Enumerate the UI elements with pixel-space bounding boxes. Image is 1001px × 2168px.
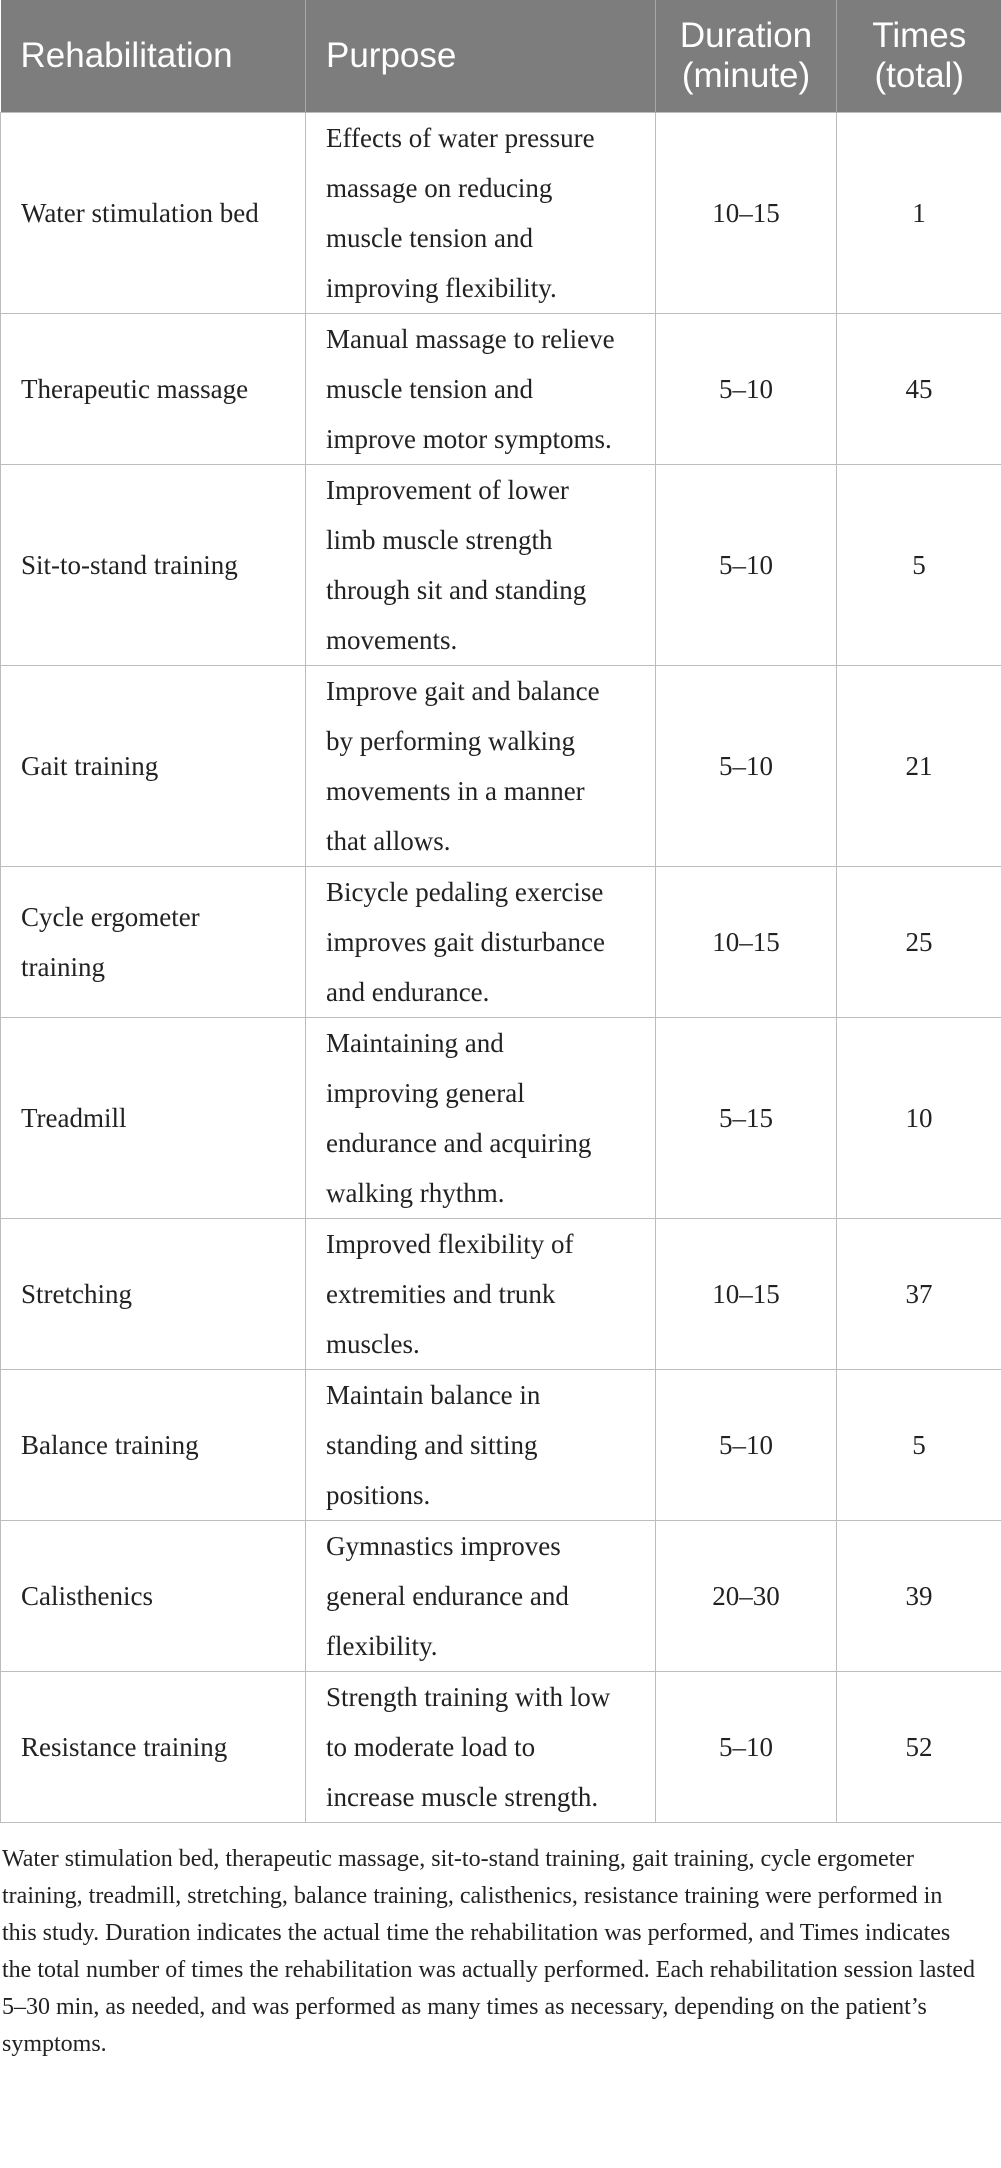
purpose-cell-line: walking rhythm. xyxy=(326,1177,505,1208)
purpose-cell-line: Gymnastics improves xyxy=(326,1530,561,1561)
table-row xyxy=(1,112,1001,313)
header-times-line2: (total) xyxy=(874,55,964,95)
header-rehabilitation xyxy=(1,0,306,112)
table-row xyxy=(1,313,1001,464)
duration-cell: 5–10 xyxy=(656,464,837,665)
rehabilitation-cell xyxy=(1,1671,306,1822)
purpose-cell-line: general endurance and xyxy=(326,1580,569,1611)
header-rehabilitation-label: Rehabilitation xyxy=(20,35,233,75)
purpose-cell-line: increase muscle strength. xyxy=(326,1781,599,1812)
table-row xyxy=(1,1369,1001,1520)
rehabilitation-cell xyxy=(1,313,306,464)
header-duration-line2: (minute) xyxy=(681,55,811,95)
rehabilitation-cell-line: Balance training xyxy=(21,1429,199,1460)
times-cell: 5 xyxy=(837,464,1001,665)
rehabilitation-cell xyxy=(1,112,306,313)
table-row xyxy=(1,1017,1001,1218)
duration-cell: 5–10 xyxy=(656,665,837,866)
purpose-cell-line: muscles. xyxy=(326,1328,420,1359)
purpose-cell-line: Maintaining and xyxy=(326,1027,504,1058)
times-cell: 25 xyxy=(837,866,1001,1017)
purpose-cell-line: muscle tension and xyxy=(326,373,533,404)
times-cell: 10 xyxy=(837,1017,1001,1218)
purpose-cell xyxy=(306,1369,656,1520)
table-footnote: Water stimulation bed, therapeutic massage, sit-to-stand training, gait training, cycle ergometer training, treadmill, stretching, balance training, calisthenics, resistance training were performed in this study. Duration indicates the actual time the rehabilitation was performed, and Times indicates the total number of times the rehabilitation was actually performed. Each rehabilitation session lasted 5–30 min, as needed, and was performed as many times as necessary, depending on the patient’s symptoms. xyxy=(2,1845,976,2057)
purpose-cell-line: Manual massage to relieve xyxy=(326,323,615,354)
purpose-cell-line: flexibility. xyxy=(326,1630,438,1661)
purpose-cell-line: by performing walking xyxy=(326,725,575,756)
purpose-cell-line: Strength training with low xyxy=(326,1681,611,1712)
times-cell: 21 xyxy=(837,665,1001,866)
rehabilitation-cell-line: Sit-to-stand training xyxy=(21,549,238,580)
purpose-cell-line: improving flexibility. xyxy=(326,272,557,303)
purpose-cell-line: improve motor symptoms. xyxy=(326,423,612,454)
rehabilitation-cell-line: Resistance training xyxy=(21,1731,228,1762)
purpose-cell xyxy=(306,866,656,1017)
table-row xyxy=(1,1218,1001,1369)
table-row xyxy=(1,866,1001,1017)
rehabilitation-cell-line: Stretching xyxy=(21,1278,132,1309)
times-cell: 1 xyxy=(837,112,1001,313)
purpose-cell-line: extremities and trunk xyxy=(326,1278,556,1309)
purpose-cell-line: through sit and standing xyxy=(326,574,587,605)
times-cell: 39 xyxy=(837,1520,1001,1671)
purpose-cell-line: Improve gait and balance xyxy=(326,675,600,706)
header-purpose-label: Purpose xyxy=(326,35,457,75)
purpose-cell-line: that allows. xyxy=(326,825,451,856)
rehabilitation-cell-line: Treadmill xyxy=(21,1102,127,1133)
purpose-cell-line: movements in a manner xyxy=(326,775,585,806)
purpose-cell xyxy=(306,313,656,464)
times-cell: 5 xyxy=(837,1369,1001,1520)
rehabilitation-cell xyxy=(1,665,306,866)
purpose-cell xyxy=(306,1218,656,1369)
table-row xyxy=(1,464,1001,665)
purpose-cell-line: improving general xyxy=(326,1077,525,1108)
purpose-cell-line: positions. xyxy=(326,1479,431,1510)
table-row xyxy=(1,665,1001,866)
header-purpose xyxy=(306,0,656,112)
rehabilitation-cell-line: Cycle ergometer xyxy=(21,901,200,932)
table-body xyxy=(1,112,1001,1822)
duration-cell: 20–30 xyxy=(656,1520,837,1671)
purpose-cell-line: muscle tension and xyxy=(326,222,533,253)
purpose-cell-line: to moderate load to xyxy=(326,1731,536,1762)
duration-cell: 10–15 xyxy=(656,1218,837,1369)
table-row xyxy=(1,1520,1001,1671)
times-cell: 52 xyxy=(837,1671,1001,1822)
purpose-cell-line: and endurance. xyxy=(326,976,490,1007)
duration-cell: 5–15 xyxy=(656,1017,837,1218)
duration-cell: 5–10 xyxy=(656,1369,837,1520)
header-times xyxy=(837,0,1001,112)
rehabilitation-cell xyxy=(1,464,306,665)
purpose-cell-line: Improved flexibility of xyxy=(326,1228,574,1259)
rehabilitation-cell xyxy=(1,1218,306,1369)
header-duration-line1: Duration xyxy=(679,15,813,55)
purpose-cell-line: standing and sitting xyxy=(326,1429,538,1460)
rehabilitation-cell xyxy=(1,866,306,1017)
purpose-cell-line: Improvement of lower xyxy=(326,474,569,505)
purpose-cell-line: massage on reducing xyxy=(326,172,553,203)
rehabilitation-cell-line: Therapeutic massage xyxy=(21,373,249,404)
purpose-cell xyxy=(306,1671,656,1822)
purpose-cell-line: Bicycle pedaling exercise xyxy=(326,876,604,907)
rehabilitation-cell xyxy=(1,1017,306,1218)
rehabilitation-cell xyxy=(1,1369,306,1520)
duration-cell: 5–10 xyxy=(656,313,837,464)
purpose-cell xyxy=(306,112,656,313)
rehabilitation-cell-line: training xyxy=(21,951,105,982)
times-cell: 37 xyxy=(837,1218,1001,1369)
table-row xyxy=(1,1671,1001,1822)
rehabilitation-cell xyxy=(1,1520,306,1671)
rehabilitation-cell-line: Water stimulation bed xyxy=(21,197,259,228)
purpose-cell-line: limb muscle strength xyxy=(326,524,553,555)
rehabilitation-cell-line: Calisthenics xyxy=(21,1580,153,1611)
purpose-cell xyxy=(306,464,656,665)
purpose-cell xyxy=(306,665,656,866)
table-header xyxy=(1,0,1001,112)
header-duration xyxy=(656,0,837,112)
header-times-line1: Times xyxy=(872,15,967,55)
rehabilitation-cell-line: Gait training xyxy=(21,750,159,781)
duration-cell: 10–15 xyxy=(656,866,837,1017)
purpose-cell-line: Maintain balance in xyxy=(326,1379,541,1410)
duration-cell: 5–10 xyxy=(656,1671,837,1822)
purpose-cell xyxy=(306,1017,656,1218)
header-row xyxy=(1,0,1001,112)
purpose-cell-line: endurance and acquiring xyxy=(326,1127,592,1158)
purpose-cell-line: improves gait disturbance xyxy=(326,926,605,957)
times-cell: 45 xyxy=(837,313,1001,464)
purpose-cell-line: movements. xyxy=(326,624,458,655)
duration-cell: 10–15 xyxy=(656,112,837,313)
purpose-cell-line: Effects of water pressure xyxy=(326,122,595,153)
purpose-cell xyxy=(306,1520,656,1671)
